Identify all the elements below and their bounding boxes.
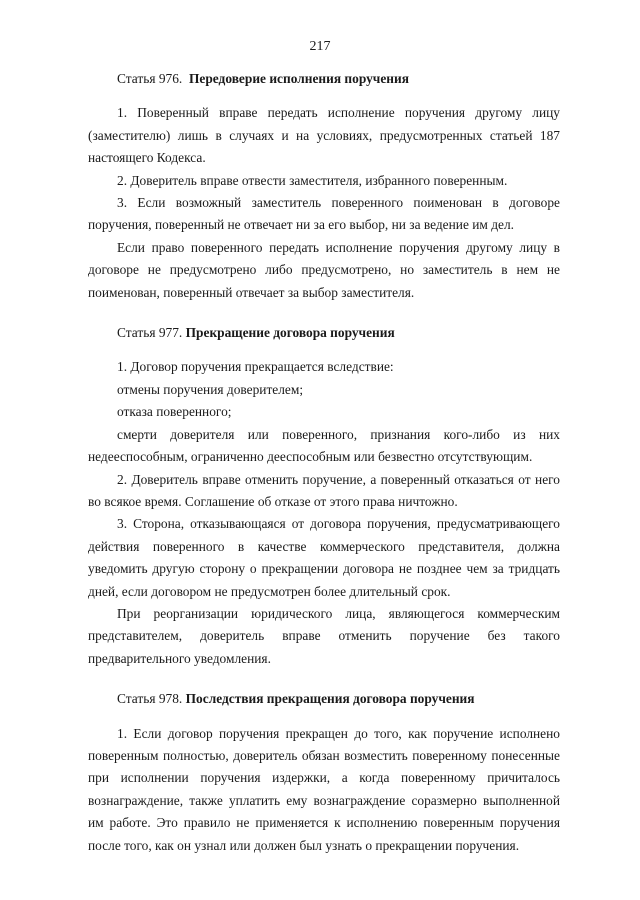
article-976 (88, 68, 560, 304)
article-heading (117, 68, 560, 90)
paragraph: 1. Договор поручения прекращается вследствие: (117, 359, 394, 375)
article-title: Прекращение договора поручения (185, 325, 395, 341)
paragraph: 1. Если договор поручения прекращен до того, как поручение исполнено поверенным полностью, доверитель обязан возместить поверенному понесенные при исполнении поручения издержки, а когда поверенному причиталось вознаграждение, также уплатить ему вознаграждение соразмерно выполненной им работе. Это правило не применяется к исполнению поверенным поручения после того, как он узнал или должен был узнать о прекращении поручения. (88, 725, 560, 853)
paragraph: отказа поверенного; (117, 404, 232, 420)
paragraph: При реорганизации юридического лица, являющегося коммерческим представителем, доверитель вправе отменить поручение без такого предварительного уведомления. (88, 605, 560, 666)
paragraph: отмены поручения доверителем; (117, 381, 304, 397)
paragraph: 3. Сторона, отказывающаяся от договора поручения, предусматривающего действия поверенного в качестве коммерческого представителя, должна уведомить другую сторону о прекращении договора не позднее чем за тридцать дней, если договором не предусмотрен более длительный срок. (88, 516, 560, 599)
paragraph: 3. Если возможный заместитель поверенного поименован в договоре поручения, поверенный не отвечает ни за его выбор, ни за ведение им дел. (88, 195, 560, 233)
article-heading (117, 688, 560, 710)
article-number-label: Статья 976. (117, 71, 183, 86)
article-977 (88, 322, 560, 670)
paragraph: смерти доверителя или поверенного, признания кого-либо из них недееспособным, ограниченно дееспособным или безвестно отсутствующим. (88, 426, 560, 465)
article-978 (88, 688, 560, 857)
paragraph: 1. Поверенный вправе передать исполнение поручения другому лицу (заместителю) лишь в случаях и на условиях, предусмотренных статьей 187 настоящего Кодекса. (88, 105, 560, 166)
article-heading (117, 322, 560, 344)
page-content (88, 68, 560, 857)
article-title: Передоверие исполнения поручения (188, 71, 409, 86)
paragraph: 2. Доверитель вправе отвести заместителя, избранного поверенным. (117, 172, 508, 188)
article-number-label: Статья 978. (117, 691, 183, 707)
article-title: Последствия прекращения договора поручения (185, 691, 475, 707)
page-number: 217 (309, 39, 331, 54)
paragraph: Если право поверенного передать исполнение поручения другому лицу в договоре не предусмотрено либо предусмотрено, но заместитель в нем не поименован, поверенный отвечает за выбор заместителя. (88, 239, 560, 300)
paragraph: 2. Доверитель вправе отменить поручение, а поверенный отказаться от него во всякое время. Соглашение об отказе от этого права ничтожно. (88, 471, 560, 509)
article-number-label: Статья 977. (117, 325, 183, 341)
